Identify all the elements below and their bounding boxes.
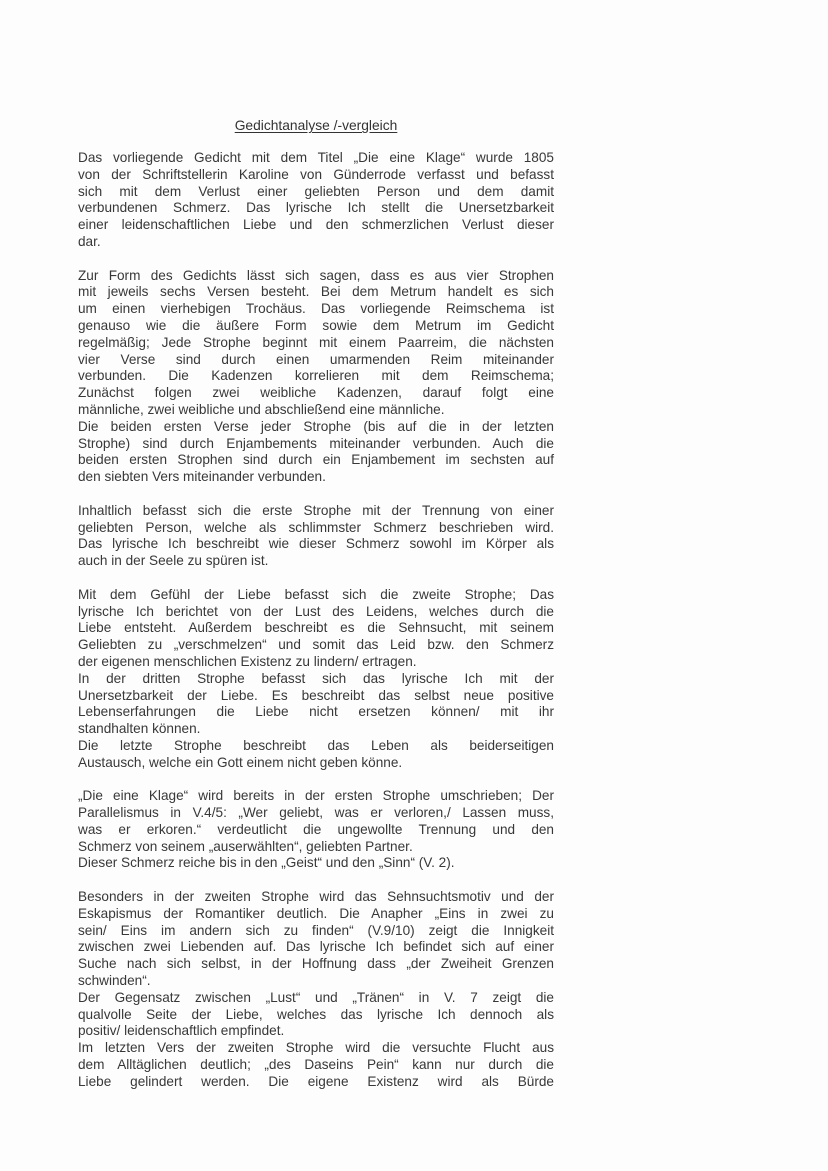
text-line: sein/ Eins im andern sich zu finden“ (V.9/10) zeigt die Innigkeit [78,922,554,938]
text-line: was er erkoren.“ verdeutlicht die ungewollte Trennung und den [78,821,554,837]
text-line: regelmäßig; Jede Strophe beginnt mit einem Paarreim, die nächsten [78,334,554,350]
text-line: Zur Form des Gedichts lässt sich sagen, dass es aus vier Strophen [78,267,554,283]
text-line: zwischen zwei Liebenden auf. Das lyrische Ich befindet sich auf einer [78,939,554,955]
text-line: lyrische Ich berichtet von der Lust des Leidens, welches durch die [78,603,554,619]
document-body [78,150,554,1091]
text-line: auch in der Seele zu spüren ist. [78,553,269,569]
text-line: Geliebten zu „verschmelzen“ und somit das Leid bzw. den Schmerz [78,637,554,653]
text-line: Die beiden ersten Verse jeder Strophe (bis auf die in der letzten [78,418,554,434]
paragraph [78,150,554,251]
text-line: In der dritten Strophe befasst sich das lyrische Ich mit der [78,670,554,686]
text-line: Liebe gelindert werden. Die eigene Existenz wird als Bürde [78,1073,554,1089]
text-line: schwinden“. [78,973,151,989]
text-line: verbunden. Die Kadenzen korrelieren mit dem Reimschema; [78,368,554,384]
text-line: der eigenen menschlichen Existenz zu lindern/ ertragen. [78,653,417,669]
document-text-column [78,117,554,1091]
text-line: Parallelismus in V.4/5: „Wer geliebt, was er verloren,/ Lassen muss, [78,805,554,821]
text-line: einer leidenschaftlichen Liebe und den schmerzlichen Verlust dieser [78,217,554,233]
paragraph [78,503,554,570]
text-line: Das lyrische Ich beschreibt wie dieser Schmerz sowohl im Körper als [78,536,554,552]
text-line: den siebten Vers miteinander verbunden. [78,469,326,485]
text-line: sich mit dem Verlust einer geliebten Person und dem damit [78,183,554,199]
text-line: Lebenserfahrungen die Liebe nicht ersetzen können/ mit ihr [78,704,554,720]
text-line: um einen vierhebigen Trochäus. Das vorliegende Reimschema ist [78,301,554,317]
document-title: Gedichtanalyse /-vergleich [234,118,398,133]
text-line: Schmerz von seinem „auserwählten“, geliebten Partner. [78,838,413,854]
text-line: Zunächst folgen zwei weibliche Kadenzen, darauf folgt eine [78,385,554,401]
text-line: Besonders in der zweiten Strophe wird das Sehnsuchtsmotiv und der [78,889,554,905]
text-line: Dieser Schmerz reiche bis in den „Geist“ und den „Sinn“ (V. 2). [78,855,455,871]
text-line: Suche nach sich selbst, in der Hoffnung dass „der Zweiheit Grenzen [78,956,554,972]
text-line: qualvolle Seite der Liebe, welches das lyrische Ich dennoch als [78,1006,554,1022]
paragraph [78,268,554,486]
text-line: mit jeweils sechs Versen besteht. Bei dem Metrum handelt es sich [78,284,554,300]
text-line: beiden ersten Strophen sind durch ein Enjambement im sechsten auf [78,452,554,468]
text-line: männliche, zwei weibliche und abschließend eine männliche. [78,401,445,417]
paragraph [78,788,554,872]
text-line: Der Gegensatz zwischen „Lust“ und „Tränen“ in V. 7 zeigt die [78,989,554,1005]
paragraph [78,587,554,772]
text-line: „Die eine Klage“ wird bereits in der ersten Strophe umschrieben; Der [78,788,554,804]
text-line: dar. [78,233,101,249]
text-line: Unersetzbarkeit der Liebe. Es beschreibt das selbst neue positive [78,687,554,703]
text-line: Liebe entsteht. Außerdem beschreibt es die Sehnsucht, mit seinem [78,620,554,636]
text-line: dem Alltäglichen deutlich; „des Daseins Pein“ kann nur durch die [78,1057,554,1073]
text-line: von der Schriftstellerin Karoline von Günderrode verfasst und befasst [78,166,554,182]
paragraph [78,889,554,1091]
text-line: verbundenen Schmerz. Das lyrische Ich stellt die Unersetzbarkeit [78,200,554,216]
text-line: Im letzten Vers der zweiten Strophe wird die versuchte Flucht aus [78,1040,554,1056]
text-line: genauso wie die äußere Form sowie dem Metrum im Gedicht [78,317,554,333]
text-line: Austausch, welche ein Gott einem nicht geben könne. [78,754,403,770]
text-line: Inhaltlich befasst sich die erste Strophe mit der Trennung von einer [78,502,554,518]
text-line: Das vorliegende Gedicht mit dem Titel „Die eine Klage“ wurde 1805 [78,150,554,165]
text-line: Mit dem Gefühl der Liebe befasst sich die zweite Strophe; Das [78,586,554,602]
text-line: positiv/ leidenschaftlich empfindet. [78,1023,285,1039]
text-line: geliebten Person, welche als schlimmster Schmerz beschrieben wird. [78,519,554,535]
text-line: standhalten können. [78,721,201,737]
text-line: Die letzte Strophe beschreibt das Leben als beiderseitigen [78,737,554,753]
text-line: vier Verse sind durch einen umarmenden Reim miteinander [78,351,554,367]
text-line: Eskapismus der Romantiker deutlich. Die Anapher „Eins in zwei zu [78,905,554,921]
text-line: Strophe) sind durch Enjambements miteinander verbunden. Auch die [78,435,554,451]
